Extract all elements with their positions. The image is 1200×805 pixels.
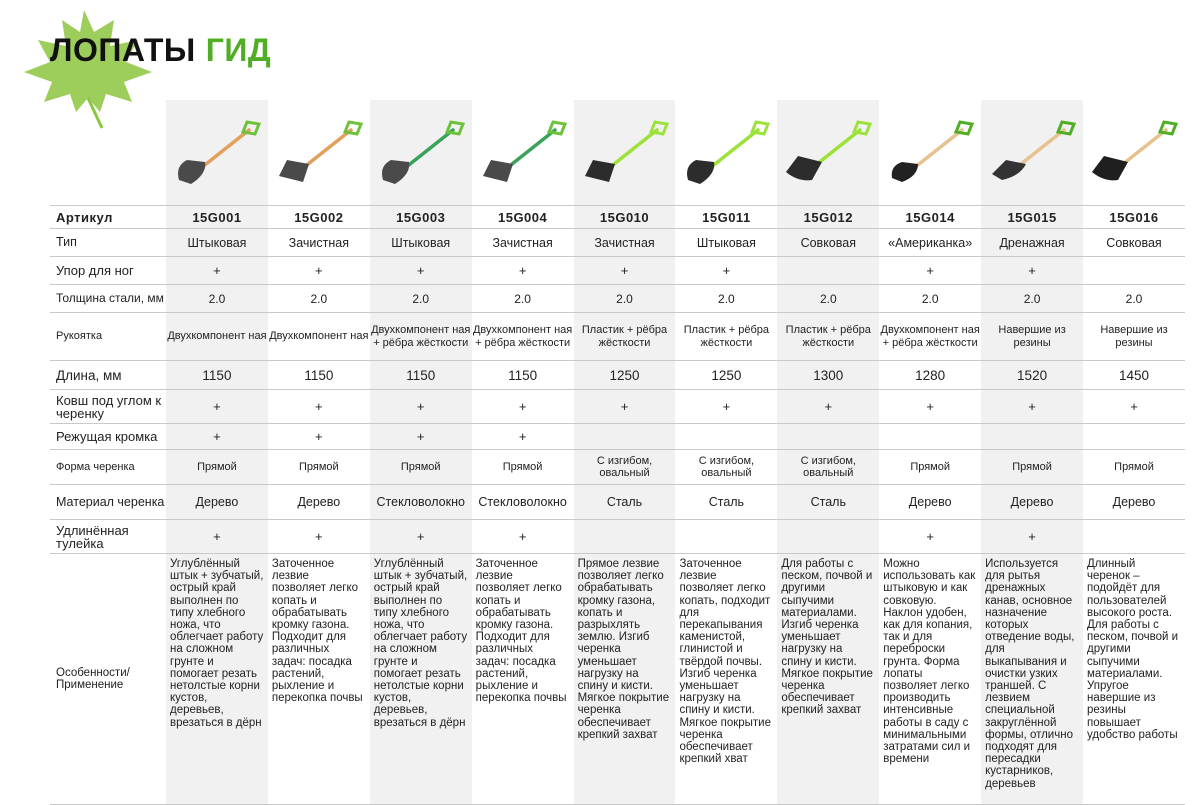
cell-type: «Американка» xyxy=(879,229,981,257)
product-image xyxy=(675,100,777,206)
cell-edge xyxy=(879,424,981,450)
scoop-shovel-icon xyxy=(1088,118,1180,188)
cell-article: 15G001 xyxy=(166,206,268,229)
cell-sleeve: + xyxy=(472,520,574,554)
scoop-shovel-icon xyxy=(782,118,874,188)
row-steel-thickness xyxy=(50,285,1185,313)
spade-flat-icon xyxy=(273,118,365,188)
page-title xyxy=(50,32,271,69)
cell-type: Совковая xyxy=(1083,229,1185,257)
cell-material: Сталь xyxy=(574,485,676,520)
title-main: ЛОПАТЫ xyxy=(50,32,196,68)
spade-pointed-icon xyxy=(375,118,467,188)
cell-length: 1450 xyxy=(1083,361,1185,390)
cell-thickness: 2.0 xyxy=(675,285,777,313)
row-label: Рукоятка xyxy=(50,313,166,361)
cell-foot_stop: + xyxy=(268,257,370,285)
row-label: Особенности/ Применение xyxy=(50,554,166,805)
cell-material: Дерево xyxy=(981,485,1083,520)
product-image xyxy=(777,100,879,206)
cell-foot_stop: + xyxy=(472,257,574,285)
row-label: Толщина стали, мм xyxy=(50,285,166,313)
spade-flat-icon xyxy=(579,118,671,188)
cell-material: Сталь xyxy=(777,485,879,520)
product-image xyxy=(370,100,472,206)
cell-length: 1150 xyxy=(268,361,370,390)
cell-material: Дерево xyxy=(268,485,370,520)
cell-sleeve: + xyxy=(879,520,981,554)
row-shaft-shape xyxy=(50,450,1185,485)
cell-type: Зачистная xyxy=(268,229,370,257)
cell-foot_stop xyxy=(777,257,879,285)
drainage-shovel-icon xyxy=(986,118,1078,188)
cell-desc: Заточенное лезвие позволяет легко копать и обрабатывать кромку газона. Подходит для различных задач: посадка растений, рыхление и перекопка почвы xyxy=(472,554,574,805)
cell-length: 1150 xyxy=(370,361,472,390)
cell-article: 15G004 xyxy=(472,206,574,229)
row-blade-angle xyxy=(50,390,1185,424)
cell-sleeve: + xyxy=(981,520,1083,554)
cell-handle: Двухкомпонент ная xyxy=(268,313,370,361)
cell-type: Дренажная xyxy=(981,229,1083,257)
cell-type: Штыковая xyxy=(370,229,472,257)
cell-thickness: 2.0 xyxy=(879,285,981,313)
row-label: Ковш под углом к черенку xyxy=(50,390,166,424)
cell-article: 15G015 xyxy=(981,206,1083,229)
cell-shape: С изгибом, овальный xyxy=(777,450,879,485)
cell-sleeve: + xyxy=(370,520,472,554)
cell-sleeve xyxy=(675,520,777,554)
cell-length: 1300 xyxy=(777,361,879,390)
row-label: Тип xyxy=(50,229,166,257)
cell-angle: + xyxy=(981,390,1083,424)
cell-edge: + xyxy=(472,424,574,450)
cell-foot_stop xyxy=(1083,257,1185,285)
cell-thickness: 2.0 xyxy=(981,285,1083,313)
cell-thickness: 2.0 xyxy=(370,285,472,313)
image-row xyxy=(50,100,1185,206)
product-image xyxy=(166,100,268,206)
cell-desc: Углублённый штык + зубчатый, острый край выполнен по типу хлебного ножа, что облегчает работу на сложном грунте и помогает резать нетолстые корни кустов, деревьев, врезаться в дёрн xyxy=(370,554,472,805)
row-foot-stop xyxy=(50,257,1185,285)
cell-desc: Заточенное лезвие позволяет легко копать, подходит для перекапывания каменистой, глинистой и твёрдой почвы. Изгиб черенка уменьшает нагрузку на спину и кисти. Мягкое покрытие черенка обеспечивает крепкий хват xyxy=(675,554,777,805)
row-handle xyxy=(50,313,1185,361)
product-image xyxy=(879,100,981,206)
cell-handle: Пластик + рёбра жёсткости xyxy=(777,313,879,361)
cell-type: Зачистная xyxy=(472,229,574,257)
cell-angle: + xyxy=(1083,390,1185,424)
spade-pointed-icon xyxy=(171,118,263,188)
cell-article: 15G002 xyxy=(268,206,370,229)
product-image xyxy=(472,100,574,206)
american-shovel-icon xyxy=(884,118,976,188)
cell-angle: + xyxy=(370,390,472,424)
cell-desc: Для работы с песком, почвой и другими сыпучими материалами. Изгиб черенка уменьшает нагрузку на спину и кисти. Мягкое покрытие черенка обеспечивает крепкий захват xyxy=(777,554,879,805)
cell-thickness: 2.0 xyxy=(574,285,676,313)
cell-edge: + xyxy=(268,424,370,450)
cell-foot_stop: + xyxy=(675,257,777,285)
cell-angle: + xyxy=(268,390,370,424)
row-sleeve xyxy=(50,520,1185,554)
cell-length: 1150 xyxy=(472,361,574,390)
cell-angle: + xyxy=(574,390,676,424)
spade-flat-icon xyxy=(477,118,569,188)
cell-material: Дерево xyxy=(1083,485,1185,520)
row-label: Упор для ног xyxy=(50,257,166,285)
cell-handle: Пластик + рёбра жёсткости xyxy=(574,313,676,361)
row-label: Форма черенка xyxy=(50,450,166,485)
cell-desc: Прямое лезвие позволяет легко обрабатывать кромку газона, копать и разрыхлять землю. Изгиб черенка уменьшает нагрузку на спину и кисти. Мягкое покрытие черенка обеспечивает крепкий захват xyxy=(574,554,676,805)
cell-length: 1280 xyxy=(879,361,981,390)
cell-handle: Двухкомпонент ная + рёбра жёсткости xyxy=(472,313,574,361)
cell-angle: + xyxy=(777,390,879,424)
title-accent: ГИД xyxy=(205,32,272,68)
row-type xyxy=(50,229,1185,257)
cell-type: Штыковая xyxy=(166,229,268,257)
cell-type: Зачистная xyxy=(574,229,676,257)
cell-handle: Навершие из резины xyxy=(1083,313,1185,361)
cell-foot_stop: + xyxy=(166,257,268,285)
cell-desc: Заточенное лезвие позволяет легко копать и обрабатывать кромку газона. Подходит для различных задач: посадка растений, рыхление и перекопка почвы xyxy=(268,554,370,805)
row-label: Артикул xyxy=(50,206,166,229)
cell-material: Сталь xyxy=(675,485,777,520)
row-features xyxy=(50,554,1185,805)
spade-pointed-icon xyxy=(680,118,772,188)
cell-edge xyxy=(675,424,777,450)
cell-angle: + xyxy=(472,390,574,424)
cell-shape: Прямой xyxy=(268,450,370,485)
cell-handle: Двухкомпонент ная + рёбра жёсткости xyxy=(370,313,472,361)
cell-edge xyxy=(1083,424,1185,450)
cell-shape: С изгибом, овальный xyxy=(675,450,777,485)
cell-handle: Двухкомпонент ная xyxy=(166,313,268,361)
cell-length: 1150 xyxy=(166,361,268,390)
cell-angle: + xyxy=(166,390,268,424)
cell-handle: Двухкомпонент ная + рёбра жёсткости xyxy=(879,313,981,361)
cell-material: Дерево xyxy=(166,485,268,520)
cell-edge xyxy=(574,424,676,450)
cell-type: Совковая xyxy=(777,229,879,257)
cell-shape: Прямой xyxy=(981,450,1083,485)
cell-handle: Пластик + рёбра жёсткости xyxy=(675,313,777,361)
cell-shape: Прямой xyxy=(166,450,268,485)
cell-edge xyxy=(777,424,879,450)
cell-shape: Прямой xyxy=(879,450,981,485)
cell-shape: Прямой xyxy=(370,450,472,485)
cell-article: 15G014 xyxy=(879,206,981,229)
cell-edge: + xyxy=(370,424,472,450)
cell-sleeve: + xyxy=(268,520,370,554)
cell-thickness: 2.0 xyxy=(472,285,574,313)
cell-length: 1250 xyxy=(675,361,777,390)
product-image xyxy=(268,100,370,206)
cell-thickness: 2.0 xyxy=(166,285,268,313)
cell-foot_stop: + xyxy=(879,257,981,285)
cell-foot_stop: + xyxy=(574,257,676,285)
cell-edge: + xyxy=(166,424,268,450)
cell-article: 15G016 xyxy=(1083,206,1185,229)
cell-angle: + xyxy=(675,390,777,424)
cell-thickness: 2.0 xyxy=(268,285,370,313)
cell-article: 15G010 xyxy=(574,206,676,229)
cell-desc: Используется для рытья дренажных канав, основное назначение которых отведение воды, для выкапывания и очистки узких траншей. С лезвием специальной закруглённой формы, отлично подходят для пересадки кустарников, деревьев xyxy=(981,554,1083,805)
cell-shape: Прямой xyxy=(472,450,574,485)
cell-length: 1250 xyxy=(574,361,676,390)
cell-edge xyxy=(981,424,1083,450)
cell-thickness: 2.0 xyxy=(1083,285,1185,313)
row-article xyxy=(50,206,1185,229)
cell-desc: Длинный черенок – подойдёт для пользователей высокого роста. Для работы с песком, почвой и другими сыпучими материалами. Упругое навершие из резины повышает удобство работы xyxy=(1083,554,1185,805)
cell-material: Стекловолокно xyxy=(472,485,574,520)
cell-material: Стекловолокно xyxy=(370,485,472,520)
cell-type: Штыковая xyxy=(675,229,777,257)
cell-material: Дерево xyxy=(879,485,981,520)
row-label: Удлинённая тулейка xyxy=(50,520,166,554)
cell-sleeve xyxy=(777,520,879,554)
cell-article: 15G011 xyxy=(675,206,777,229)
cell-article: 15G003 xyxy=(370,206,472,229)
cell-foot_stop: + xyxy=(981,257,1083,285)
row-shaft-material xyxy=(50,485,1185,520)
cell-foot_stop: + xyxy=(370,257,472,285)
cell-thickness: 2.0 xyxy=(777,285,879,313)
cell-desc: Можно использовать как штыковую и как совковую. Наклон удобен, как для копания, так и для переброски грунта. Форма лопаты позволяет легко производить интенсивные работы в саду с минимальными затратами сил и времени xyxy=(879,554,981,805)
cell-desc: Углублённый штык + зубчатый, острый край выполнен по типу хлебного ножа, что облегчает работу на сложном грунте и помогает резать нетолстые корни кустов, деревьев, врезаться в дёрн xyxy=(166,554,268,805)
row-length xyxy=(50,361,1185,390)
cell-angle: + xyxy=(879,390,981,424)
comparison-table xyxy=(50,100,1185,805)
row-label: Режущая кромка xyxy=(50,424,166,450)
cell-shape: Прямой xyxy=(1083,450,1185,485)
row-label: Материал черенка xyxy=(50,485,166,520)
row-cutting-edge xyxy=(50,424,1185,450)
row-label: Длина, мм xyxy=(50,361,166,390)
cell-length: 1520 xyxy=(981,361,1083,390)
cell-sleeve xyxy=(574,520,676,554)
product-image xyxy=(574,100,676,206)
cell-article: 15G012 xyxy=(777,206,879,229)
cell-sleeve: + xyxy=(166,520,268,554)
product-image xyxy=(1083,100,1185,206)
cell-handle: Навершие из резины xyxy=(981,313,1083,361)
cell-sleeve xyxy=(1083,520,1185,554)
cell-shape: С изгибом, овальный xyxy=(574,450,676,485)
product-image xyxy=(981,100,1083,206)
